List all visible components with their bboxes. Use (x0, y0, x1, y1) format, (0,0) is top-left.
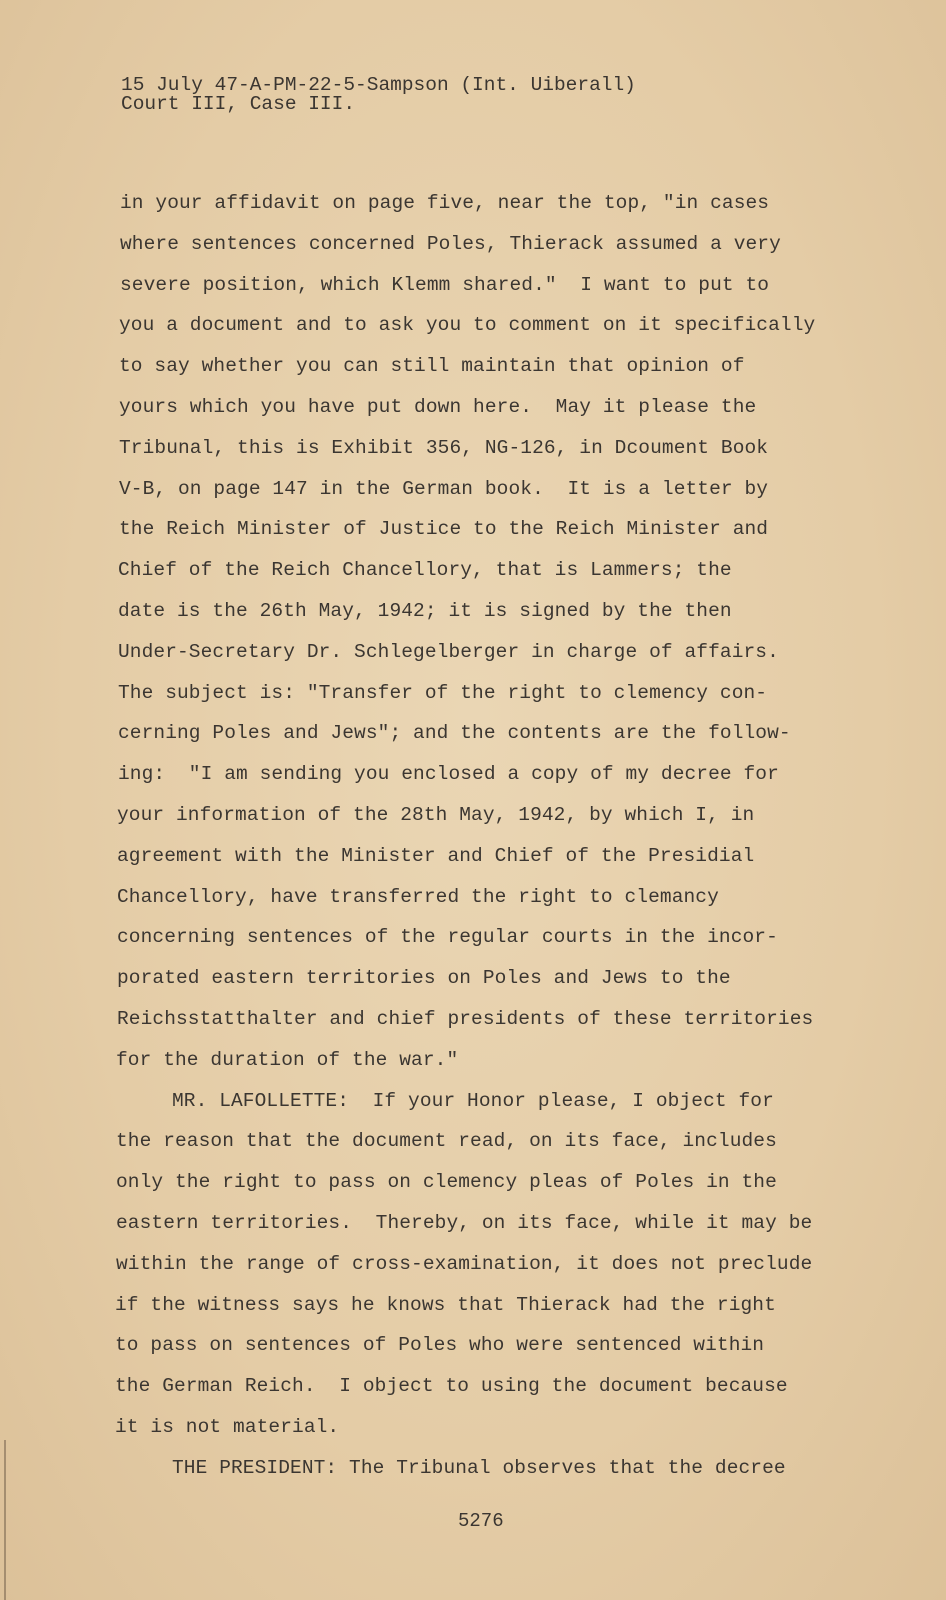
transcript-line: Tribunal, this is Exhibit 356, NG-126, in Dcoument Book (119, 436, 769, 459)
transcript-line: where sentences concerned Poles, Thierack assumed a very (120, 232, 781, 255)
transcript-line: in your affidavit on page five, near the top, "in cases (120, 192, 770, 214)
transcript-line: Chief of the Reich Chancellory, that is Lammers; the (118, 559, 732, 582)
transcript-line: within the range of cross-examination, it does not preclude (116, 1252, 813, 1275)
transcript-line: agreement with the Minister and Chief of the Presidial (117, 844, 755, 867)
transcript-line: you a document and to ask you to comment on it specifically (119, 314, 816, 337)
transcript-line: severe position, which Klemm shared." I want to put to (120, 273, 770, 296)
transcript-line: Reichsstatthalter and chief presidents of these territories (117, 1008, 814, 1030)
transcript-line: V-B, on page 147 in the German book. It is a letter by (119, 477, 769, 500)
transcript-line: to say whether you can still maintain that opinion of (119, 355, 745, 378)
transcript-line: the reason that the document read, on its face, includes (116, 1130, 777, 1153)
transcript-line: to pass on sentences of Poles who were sentenced within (115, 1334, 765, 1357)
transcript-line: only the right to pass on clemency pleas of Poles in the (116, 1171, 777, 1194)
transcript-line: ing: "I am sending you enclosed a copy of my decree for (118, 763, 779, 786)
transcript-line: cerning Poles and Jews"; and the contents are the follow- (118, 722, 791, 745)
transcript-line: the Reich Minister of Justice to the Reich Minister and (119, 518, 769, 541)
transcript-line: Chancellory, have transferred the right to clemancy (117, 885, 719, 908)
transcript-line: THE PRESIDENT: The Tribunal observes that the decree (172, 1456, 786, 1479)
transcript-header-court: Court III, Case III. (121, 93, 356, 115)
page-number: 5276 (458, 1510, 504, 1532)
transcript-line: The subject is: "Transfer of the right to clemency con- (118, 681, 768, 704)
transcript-line: your information of the 28th May, 1942, by which I, in (117, 804, 755, 826)
transcript-line: the German Reich. I object to using the document because (115, 1375, 788, 1398)
transcript-line: concerning sentences of the regular courts in the incor- (117, 926, 778, 949)
transcript-line: it is not material. (115, 1416, 340, 1438)
transcript-line: eastern territories. Thereby, on its face, while it may be (116, 1212, 813, 1234)
page-edge-mark (4, 1440, 6, 1600)
transcript-line: MR. LAFOLLETTE: If your Honor please, I object for (172, 1089, 774, 1112)
transcript-line: date is the 26th May, 1942; it is signed by the then (118, 600, 732, 622)
transcript-line: Under-Secretary Dr. Schlegelberger in charge of affairs. (118, 640, 779, 663)
transcript-line: for the duration of the war." (116, 1048, 459, 1071)
transcript-line: porated eastern territories on Poles and Jews to the (117, 967, 731, 990)
transcript-line: if the witness says he knows that Thierack had the right (115, 1293, 776, 1316)
transcript-line: yours which you have put down here. May it please the (119, 396, 757, 418)
transcript-header-session: 15 July 47-A-PM-22-5-Sampson (Int. Uiberall) (121, 74, 636, 96)
